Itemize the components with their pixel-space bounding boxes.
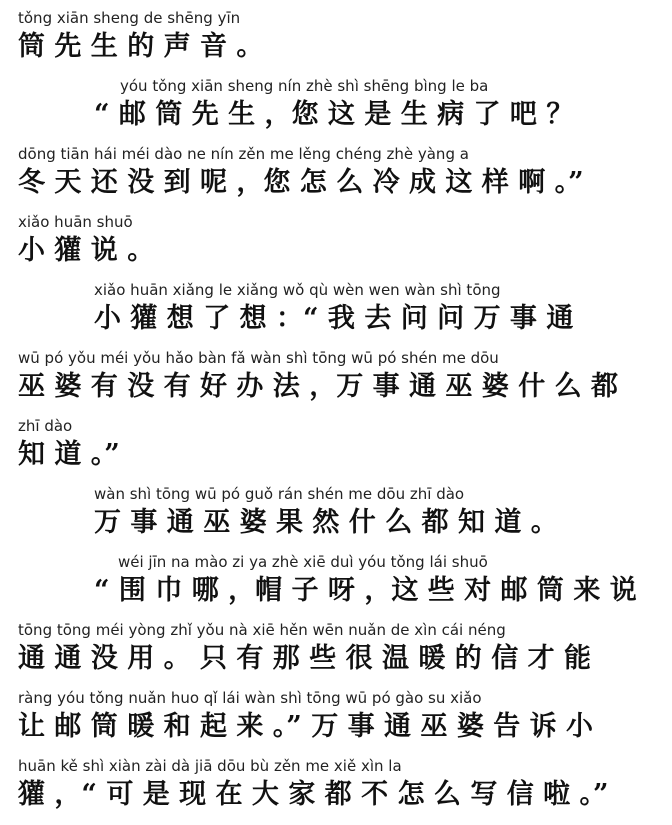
hanzi-line: “ 围 巾 哪 ，帽 子 呀 ，这 些 对 邮 筒 来 说 [94,575,637,606]
pinyin-line: wū pó yǒu méi yǒu hǎo bàn fǎ wàn shì tōng wū pó shén me dōu [18,349,499,367]
pinyin-line: yóu tǒng xiān sheng nín zhè shì shēng bìng le ba [120,77,489,95]
text-line-11 [0,680,672,748]
pinyin-line: wàn shì tōng wū pó guǒ rán shén me dōu zhī dào [94,485,465,503]
text-line-9 [0,544,672,612]
text-line-3 [0,136,672,204]
hanzi-line: 知 道 。” [18,439,120,470]
text-line-8 [0,476,672,544]
hanzi-line: 小 獾 说 。 [18,235,155,266]
pinyin-line: xiǎo huān shuō [18,213,133,231]
hanzi-line: 通 通 没 用 。 只 有 那 些 很 温 暖 的 信 才 能 [18,643,591,674]
pinyin-line: ràng yóu tǒng nuǎn huo qǐ lái wàn shì tōng wū pó gào su xiǎo [18,689,482,707]
hanzi-line: 万 事 通 巫 婆 果 然 什 么 都 知 道 。 [94,507,558,538]
text-line-6 [0,340,672,408]
text-line-12 [0,748,672,816]
pinyin-line: tōng tōng méi yòng zhǐ yǒu nà xiē hěn wēn nuǎn de xìn cái néng [18,621,506,639]
pinyin-line: wéi jīn na mào zi ya zhè xiē duì yóu tǒng lái shuō [118,553,488,571]
text-line-2 [0,68,672,136]
pinyin-line: tǒng xiān sheng de shēng yīn [18,9,241,27]
pinyin-line: xiǎo huān xiǎng le xiǎng wǒ qù wèn wen wàn shì tōng [94,281,501,299]
hanzi-line: 冬 天 还 没 到 呢 ，您 怎 么 冷 成 这 样 啊 。” [18,167,584,198]
hanzi-line: 小 獾 想 了 想 ：“ 我 去 问 问 万 事 通 [94,303,574,334]
text-line-4 [0,204,672,272]
text-line-7 [0,408,672,476]
hanzi-line: “ 邮 筒 先 生 ，您 这 是 生 病 了 吧 ？ [94,99,574,130]
text-line-1 [0,0,672,68]
hanzi-line: 筒 先 生 的 声 音 。 [18,31,264,62]
text-line-5 [0,272,672,340]
hanzi-line: 巫 婆 有 没 有 好 办 法 ，万 事 通 巫 婆 什 么 都 [18,371,618,402]
hanzi-line: 让 邮 筒 暖 和 起 来 。” 万 事 通 巫 婆 告 诉 小 [18,711,594,742]
text-line-10 [0,612,672,680]
pinyin-line: zhī dào [18,417,73,435]
hanzi-line: 獾 ，“ 可 是 现 在 大 家 都 不 怎 么 写 信 啦 。” [18,779,609,810]
pinyin-line: dōng tiān hái méi dào ne nín zěn me lěng chéng zhè yàng a [18,145,469,163]
pinyin-line: huān kě shì xiàn zài dà jiā dōu bù zěn me xiě xìn la [18,757,402,775]
